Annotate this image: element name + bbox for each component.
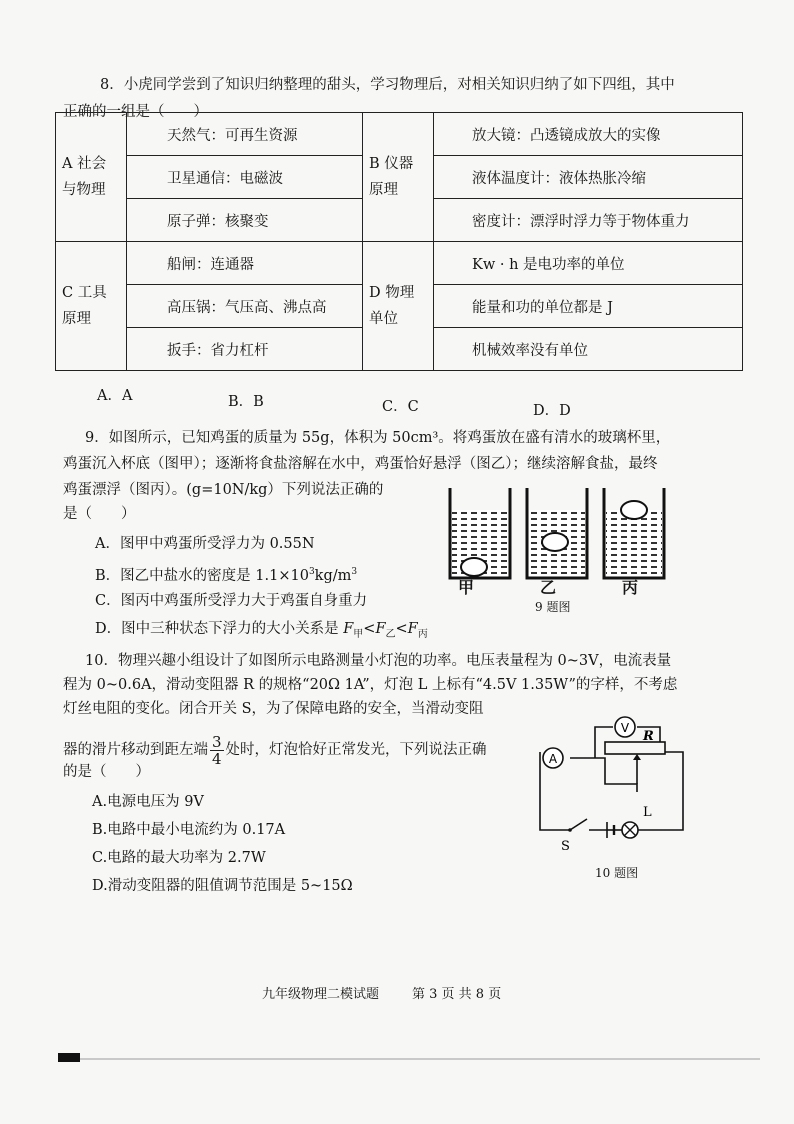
table-cell: 密度计：漂浮时浮力等于物体重力 (434, 199, 743, 242)
q10-line2: 程为 0~0.6A，滑动变阻器 R 的规格“20Ω 1A”，灯泡 L 上标有“4.5V 1.35W”的字样，不考虑 (63, 677, 678, 693)
scan-artifact-line (80, 1058, 760, 1060)
q9-fig-caption: 9 题图 (535, 600, 571, 614)
svg-text:A: A (548, 752, 558, 766)
q8-option-a: A．A (97, 388, 133, 404)
q9-option-b: B．图乙中盐水的密度是 $1.1\times 10^3kg/m^3$ (95, 567, 358, 584)
table-cell: 机械效率没有单位 (434, 328, 743, 371)
table-cat-c: C 工具原理 (56, 242, 127, 371)
q10-line3: 灯丝电阻的变化。闭合开关 S，为了保障电路的安全，当滑动变阻 (63, 701, 484, 717)
voltmeter-icon (615, 717, 635, 737)
q10-line4: 器的滑片移动到距左端 $\frac{3}{4}$ 处时，灯泡恰好正常发光，下列说法正确 (63, 732, 487, 768)
table-cell: 扳手：省力杠杆 (127, 328, 363, 371)
q8-stem-line2: 正确的一组是（ ） (63, 104, 208, 120)
beaker-bing (604, 488, 664, 578)
table-cell: 放大镜：凸透镜成放大的实像 (434, 113, 743, 156)
table-cat-d: D 物理单位 (363, 242, 434, 371)
q9-option-d: D．图中三种状态下浮力的大小关系是 $F_甲<F_乙<F_丙$ (95, 621, 428, 640)
svg-text:V: V (620, 721, 630, 735)
q8-stem-line1: 8．小虎同学尝到了知识归纳整理的甜头，学习物理后，对相关知识归纳了如下四组，其中 (100, 77, 675, 93)
footer-exam-title: 九年级物理二模试题 (262, 987, 380, 1002)
q10-option-a: A.电源电压为 9V (92, 794, 204, 810)
q8-option-c: C．C (382, 399, 419, 415)
switch-label: S (561, 839, 570, 852)
q9-line2: 鸡蛋沉入杯底（图甲）；逐渐将食盐溶解在水中，鸡蛋恰好悬浮（图乙）；继续溶解食盐，最终 (63, 456, 658, 472)
q9-option-a: A．图甲中鸡蛋所受浮力为 0.55N (95, 536, 315, 552)
q10-line1: 10．物理兴趣小组设计了如图所示电路测量小灯泡的功率。电压表量程为 0~3V，电流表量 (85, 653, 672, 669)
beaker-jia (450, 488, 510, 578)
table-cell: 天然气：可再生资源 (127, 113, 363, 156)
q8-knowledge-table (55, 112, 743, 371)
q10-line5: 的是（ ） (63, 764, 150, 780)
scan-artifact (58, 1053, 80, 1062)
rheostat-label: R (643, 729, 654, 744)
fig-label-jia: 甲 (458, 578, 475, 597)
table-cat-a: A 社会与物理 (56, 113, 127, 242)
table-cell: 卫星通信：电磁波 (127, 156, 363, 199)
beaker-yi (527, 488, 587, 578)
footer-page-number: 第 3 页 共 8 页 (412, 987, 502, 1002)
q9-beaker-figure (440, 486, 690, 591)
q10-circuit-diagram (525, 712, 695, 852)
q9-line1: 9．如图所示，已知鸡蛋的质量为 55g，体积为 50cm³。将鸡蛋放在盛有清水的玻璃杯里， (85, 430, 671, 446)
fig-label-bing: 丙 (622, 578, 639, 597)
q9-line4: 是（ ） (63, 506, 136, 522)
q8-option-d: D．D (533, 403, 571, 419)
egg-icon (621, 501, 647, 519)
q9-option-c: C．图丙中鸡蛋所受浮力大于鸡蛋自身重力 (95, 593, 368, 609)
table-cell: 液体温度计：液体热胀冷缩 (434, 156, 743, 199)
q10-option-b: B.电路中最小电流约为 0.17A (92, 822, 286, 838)
table-cell: Kw · h 是电功率的单位 (434, 242, 743, 285)
table-cell: 原子弹：核聚变 (127, 199, 363, 242)
egg-icon (542, 533, 568, 551)
table-cat-b: B 仪器原理 (363, 113, 434, 242)
table-cell: 能量和功的单位都是 J (434, 285, 743, 328)
lamp-icon (622, 822, 638, 838)
q10-fig-caption: 10 题图 (595, 866, 639, 880)
table-cell: 船闸：连通器 (127, 242, 363, 285)
lamp-label: L (643, 805, 652, 820)
q9-line3: 鸡蛋漂浮（图丙）。(g=10N/kg）下列说法正确的 (63, 482, 384, 498)
table-cell: 高压锅：气压高、沸点高 (127, 285, 363, 328)
fig-label-yi: 乙 (540, 578, 557, 597)
q10-option-d: D.滑动变阻器的阻值调节范围是 5~15Ω (92, 878, 353, 894)
q8-option-b: B．B (228, 394, 264, 410)
ammeter-icon (543, 748, 563, 768)
egg-icon (461, 558, 487, 576)
q10-option-c: C.电路的最大功率为 2.7W (92, 850, 266, 866)
fraction-three-quarters: $\frac{3}{4}$ (212, 732, 222, 768)
